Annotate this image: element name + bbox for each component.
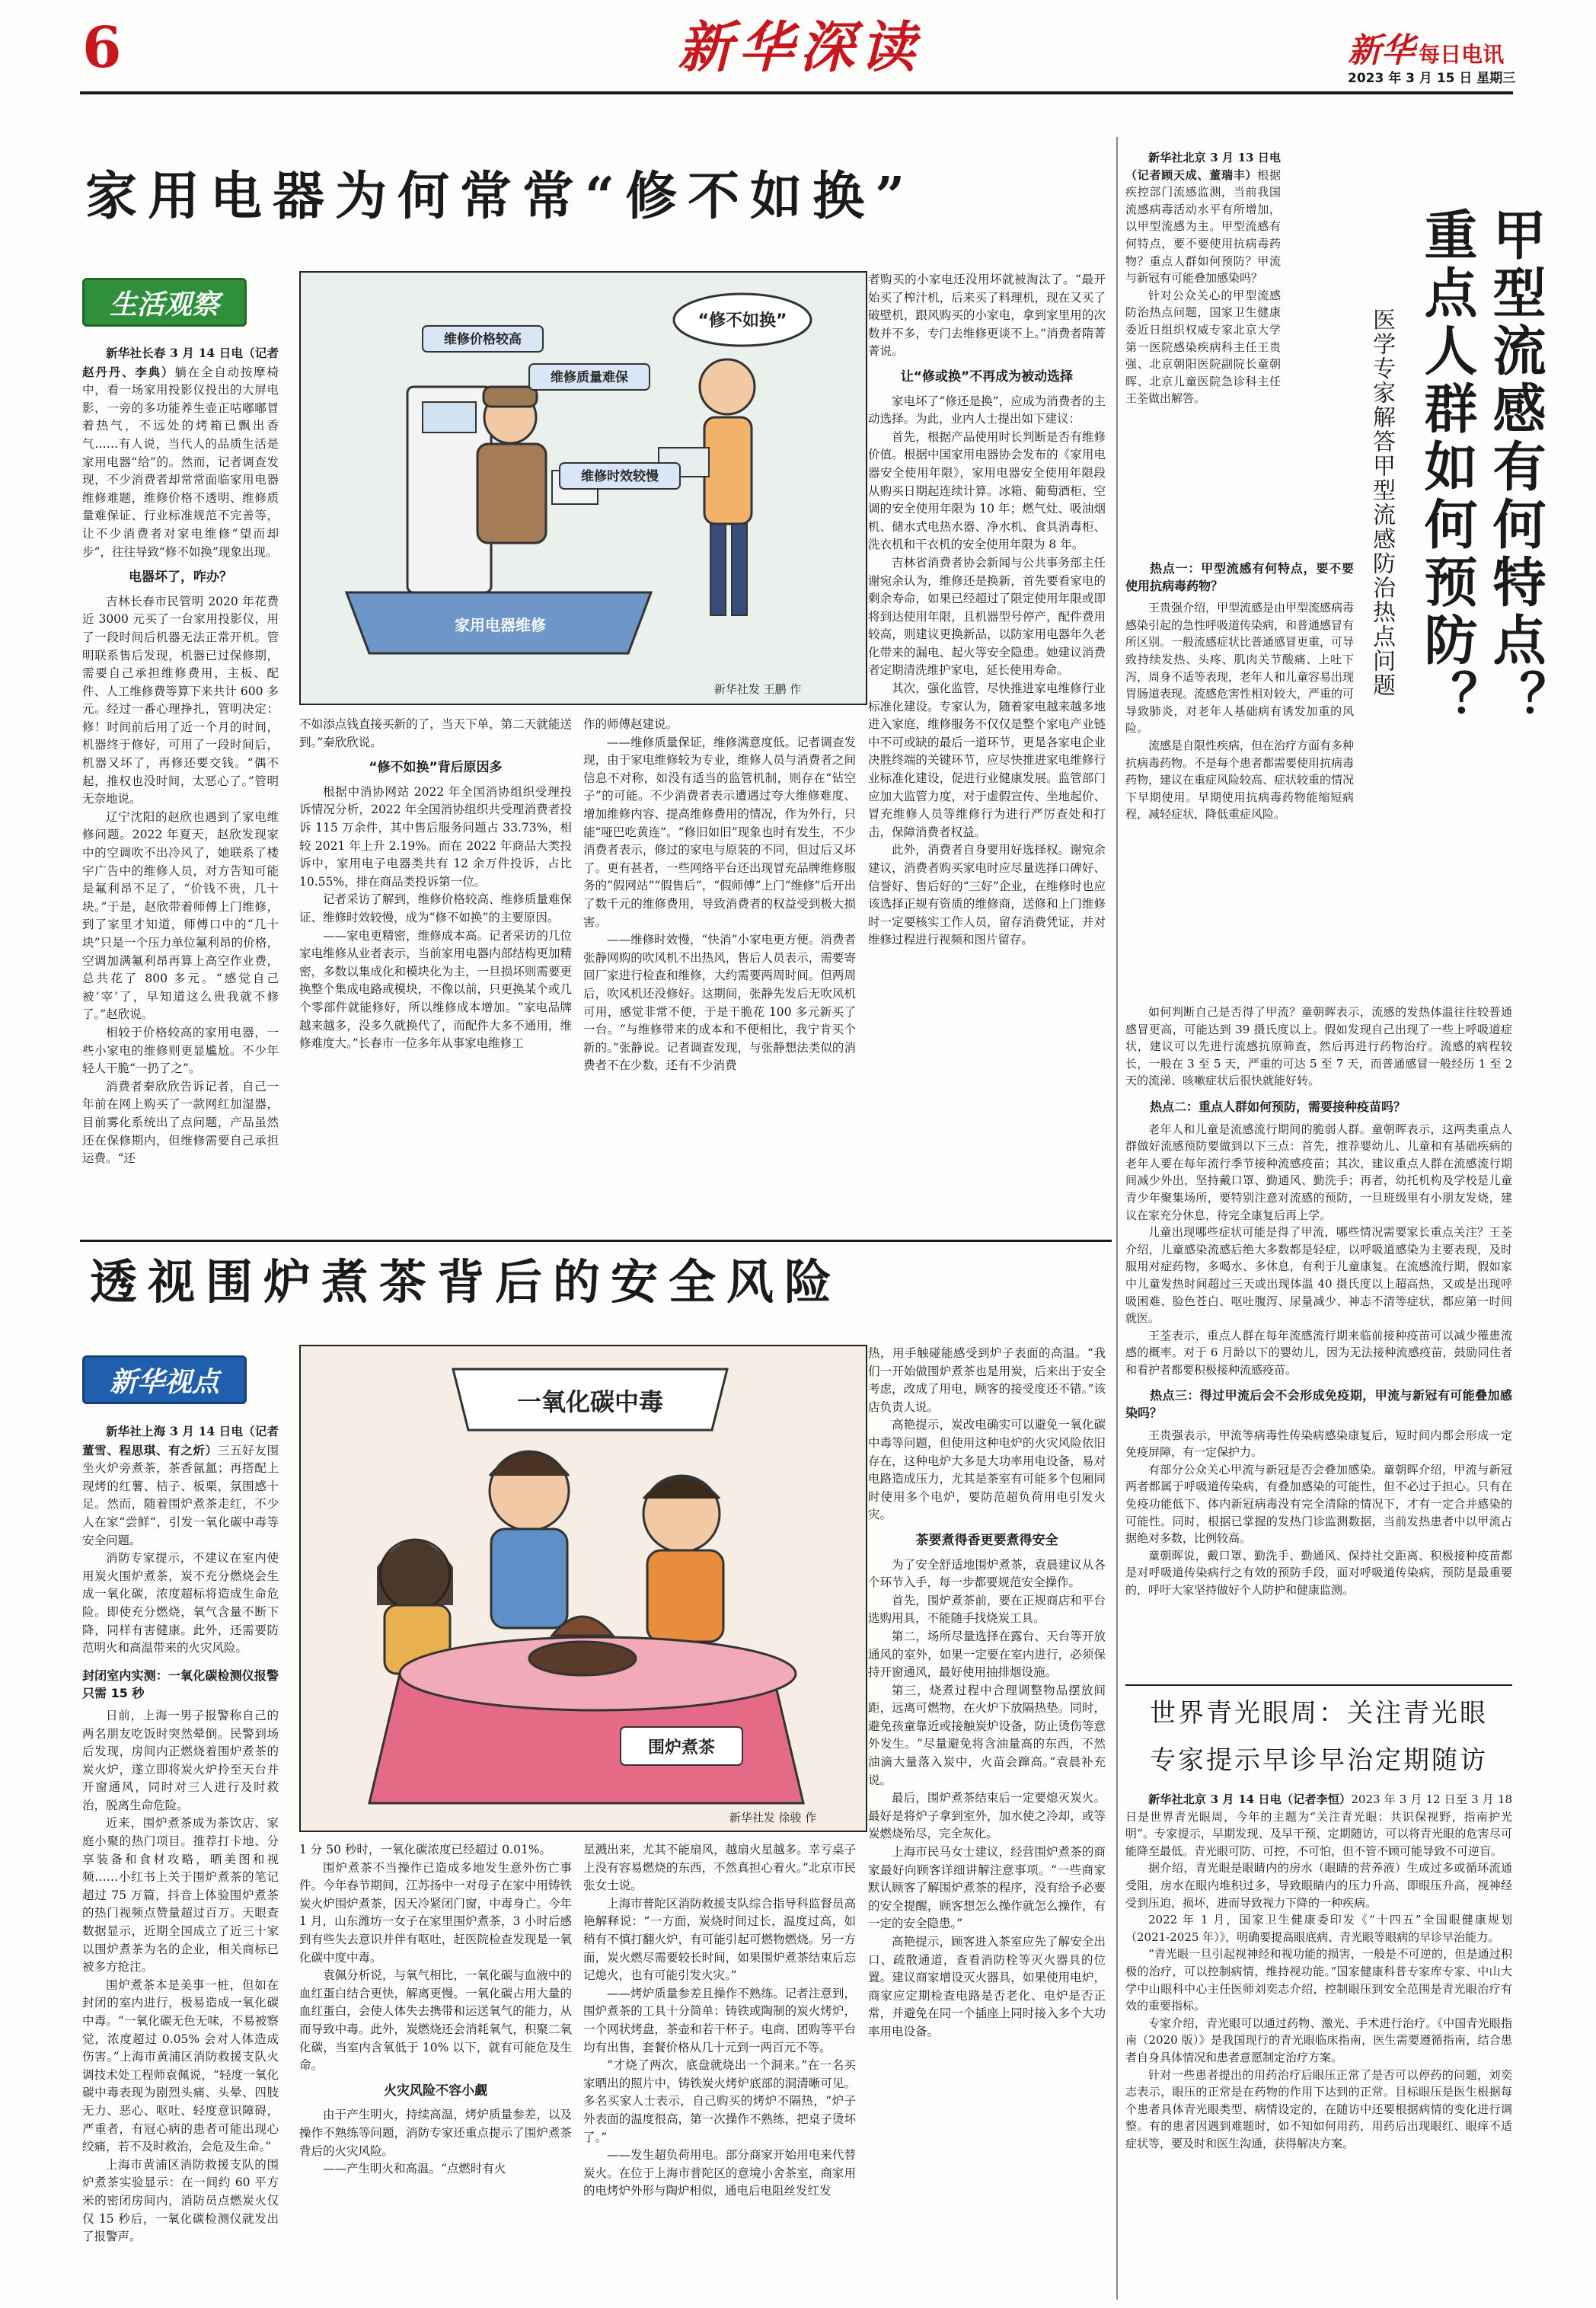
- paper-name-brand: 新华: [1348, 31, 1415, 70]
- story2-col3: [583, 1841, 856, 2298]
- co-banner-text: 一氧化碳中毒: [516, 1387, 664, 1416]
- story3-hot3-p3: 童朝晖说，戴口罩、勤洗手、勤通风、保持社交距离、积极接种疫苗都是对呼吸道传染病行之有效的预防手段，面对呼吸道传染病，预防是最重要的，呼吁大家坚持做好个人防护和健康监测。: [1125, 1548, 1512, 1597]
- story4-p3: 2022 年 1 月，国家卫生健康委印发《“十四五”全国眼健康规划（2021-2025 年）》，明确要提高眼底病、青光眼等眼病的早诊早治能力。: [1125, 1913, 1512, 1944]
- story2-col2-p5: ——产生明火和高温。“点燃时有火: [323, 2162, 506, 2176]
- story3-hot2-p3: 王荃表示，重点人群在每年流感流行期来临前接种疫苗可以减少罹患流感的概率。对于 6 月龄以下的婴幼儿，因为无法接种流感疫苗，鼓励同住者和看护者都要积极接种流感疫苗。: [1125, 1328, 1512, 1377]
- story3-hot2-p2: 儿童出现哪些症状可能是得了甲流，哪些情况需要家长重点关注？王荃介绍，儿童感染流感后绝大多数都是轻症，以呼吸道感染为主要表现，及时服用对症药物，多喝水、多休息，有利于儿童康复。在流感流行期，假如家中儿童发热时间超过三天或出现体温 40 摄氏度以上超高热，又或是出现呼吸困难、脸色苍白、呕吐腹泻、尿量减少、神志不清等症状，都应第一时间就医。: [1125, 1225, 1512, 1326]
- story2-subhead1: 封闭室内实测：一氧化碳检测仪报警只需 15 秒: [82, 1668, 279, 1701]
- story3-hot3-p1: 王贵强表示，甲流等病毒性传染病感染康复后，短时间内都会形成一定免疫屏障，有一定保护力。: [1125, 1428, 1512, 1460]
- tea-cloth-text: 围炉煮茶: [647, 1738, 716, 1757]
- story4-divider: [1125, 1684, 1512, 1686]
- story1-col3-p2: ——维修时效慢，“快消”小家电更方便。消费者张静网购的吹风机不出热风，售后人员表示，需要寄回厂家进行检查和维修，大约需要两周时间。但两周后，吹风机还没修好。这期间，张静先发后无吹风机可用，感觉非常不便，于是干脆花 100 多元新买了一台。“与维修带来的成本和不便相比，我宁肯买个新的。”张静说。记者调查发现，与张静想法类似的消费者不在少数，还有不少消费: [583, 933, 856, 1073]
- story3-headline-line1: 甲型流感有何特点？: [1484, 207, 1547, 728]
- story3-hot1-p1: 王贵强介绍，甲型流感是由甲型流感病毒感染引起的急性呼吸道传染病，和普通感冒有所区别。一般流感症状比普通感冒更重，可导致持续发热、头疼、肌肉关节酸痛、上吐下泻，周身不适等表现，老年人和儿童容易出现胃肠道表现。流感危害性相对较大，严重的可导致肺炎，对老年人基础病有诱发加重的风险。: [1125, 601, 1354, 736]
- story1-col2: [299, 716, 572, 1234]
- story4-dateline: 新华社北京 3 月 14 日电（记者李恒）: [1148, 1792, 1352, 1806]
- story3-hot1-p2: 流感是自限性疾病，但在治疗方面有多种抗病毒药物。不是每个患者都需要使用抗病毒药物，建议在重症风险较高、症状较重的情况下早期使用。早期使用抗病毒药物能缩短病程，减轻症状，降低重症风险。: [1125, 738, 1354, 822]
- story2-col2: [299, 1841, 572, 2298]
- story1-col4-cont: 者购买的小家电还没用坏就被淘汰了。“最开始买了榨汁机，后来买了料理机，现在又买了破壁机，跟风购买的小家电，拿到家里用的次数并不多，专门去维修更谈不上。”消费者隋菁菁说。: [868, 273, 1106, 359]
- story2-col4-p1: 高艳提示，炭改电确实可以避免一氧化碳中毒等问题，但使用这种电炉的火灾风险依旧存在，这种电炉大多是大功率用电设备，易对电路造成压力，尤其是茶室有可能多个包厢同时使用多个电炉，要防范超负荷用电引发火灾。: [868, 1418, 1106, 1522]
- story2-col4-p2: 为了安全舒适地围炉煮茶，袁晨建议从各个环节入手，每一步都要规范安全操作。: [868, 1557, 1106, 1590]
- story2-col2-p4: 由于产生明火，持续高温，烤炉质量参差，以及操作不熟练等问题，消防专家还重点提示了围炉煮茶背后的火灾风险。: [299, 2108, 572, 2158]
- story3-top-p1: 针对公众关心的甲型流感防治热点问题，国家卫生健康委近日组织权威专家北京大学第一医院感染疾病科主任王贵强、北京朝阳医院副院长童朝晖、北京儿童医院急诊科主任王荃做出解答。: [1125, 288, 1281, 406]
- story1-col4: [868, 271, 1106, 1234]
- story1-col1-p4: 消费者秦欣欣告诉记者，自己一年前在网上购买了一款网红加湿器，目前雾化系统出了点问题，产品虽然还在保修期内，但维修需要自己承担运费。“还: [82, 1079, 279, 1166]
- story1-col3-p1: ——维修质量保证，维修满意度低。记者调查发现，由于家电维修较为专业，维修人员与消费者之间信息不对称，如没有适当的监管机制，则存在“钻空子”的可能。不少消费者表示遭遇过夸大维修难度、增加维修内容、提高维修费用的情况，作为外行，只能“哑巴吃黄连”。“修旧如旧”现象也时有发生，不少消费者表示，修过的家电与原装的不同，但过后又坏了。更有甚者，一些网络平台还出现冒充品牌维修服务的“假网站”“假售后”，“假师傅”上门“维修”后开出了数千元的维修费用，导致消费者的权益受到极大损害。: [583, 735, 856, 929]
- story1-col3: [583, 716, 856, 1234]
- tag-price: [423, 326, 543, 352]
- story3-hot1-title: 热点一：甲型流感有何特点，要不要使用抗病毒药物？: [1125, 561, 1354, 593]
- story2-col3-p3: ——烤炉质量参差且操作不熟练。记者注意到，围炉煮茶的工具十分简单：铸铁或陶制的炭火烤炉，一个网状烤盘，茶壶和若干杯子。电商、团购等平台均有出售，套餐价格从几十元到一两百元不等。: [583, 1986, 856, 2054]
- story4-headline: 世界青光眼周：关注青光眼: [1150, 1698, 1488, 1729]
- masthead: [0, 0, 1596, 84]
- story2-badge: [82, 1355, 247, 1404]
- paper-name-rest: 每日电讯: [1419, 42, 1505, 67]
- story2-col4-p5: 第三，烧煮过程中合理调整物品摆放间距，远离可燃物，在火炉下放隔热垫。同时，避免孩童靠近或接触炭炉设备，防止烫伤等意外发生。“尽量避免将含油量高的东西，不然油滴大量落入炭中，火苗会蹿高。”袁晨补充说。: [868, 1683, 1106, 1787]
- story2-subhead2: 火灾风险不容小觑: [384, 2083, 487, 2099]
- story2-col1-p1: 消防专家提示，不建议在室内使用炭火围炉煮茶，炭不充分燃烧会生成一氧化碳，浓度超标将造成生命危险。即使充分燃烧，氧气含量不断下降，同样有害健康。此外，还需要防范明火和高温带来的火灾风险。: [82, 1551, 279, 1655]
- story2-col4-p3: 首先，围炉煮茶前，要在正规商店和平台选购用具，不能随手找烧炭工具。: [868, 1593, 1106, 1626]
- story2-col1-p4: 围炉煮茶本是美事一桩，但如在封闭的室内进行，极易造成一氧化碳中毒。“一氧化碳无色无味，不易被察觉，浓度超过 0.05% 会对人体造成伤害。”上海市黄浦区消防救援支队火调技术处工程师袁佩说，“轻度一氧化碳中毒表现为剧烈头痛、头晕、四肢无力、恶心、呕吐、轻度意识障碍，严重者，有冠心病的患者可能出现心绞痛，若不及时救治，会危及生命。”: [82, 1978, 279, 2154]
- story2-col1: [82, 1422, 279, 2298]
- story3-subtitle: 医学专家解答甲型流感防治热点问题: [1368, 308, 1395, 698]
- story2-col2-p1: 1 分 50 秒时，一氧化碳浓度已经超过 0.01%。: [299, 1843, 552, 1856]
- story1-col4-p1: 家电坏了“修还是换”，应成为消费者的主动选择。为此，业内人士提出如下建议：: [868, 394, 1106, 426]
- story3-top-col: [1125, 149, 1281, 545]
- story1-subhead3: 让“修或换”不再成为被动选择: [900, 369, 1074, 385]
- tag-speed-text: 维修时效较慢: [581, 469, 659, 484]
- story4-p2: 据介绍，青光眼是眼睛内的房水（眼睛的营养液）生成过多或循环流通受阻，房水在眼内堆积过多，导致眼睛内的压力升高，即眼压升高，视神经受到压迫，损坏，进而导致视力下降的一种疾病。: [1125, 1861, 1512, 1910]
- story2-col4-p4: 第二，场所尽量选择在露台、天台等开放通风的室外，如果一定要在室内进行，必须保持开窗通风，最好使用抽排烟设施。: [868, 1629, 1106, 1680]
- story2-headline: 透视围炉煮茶背后的安全风险: [90, 1254, 843, 1310]
- story2-dateline: 新华社上海 3 月 14 日电（记者董雪、程思琪、有之炘）: [82, 1424, 279, 1457]
- story1-illustration-credit: 新华社发 王鹏 作: [713, 682, 802, 696]
- tag-price-text: 维修价格较高: [444, 332, 522, 347]
- story3-hot3-title: 热点三：得过甲流后会不会形成免疫期，甲流与新冠有可能叠加感染吗？: [1125, 1388, 1512, 1421]
- story2-col4: [868, 1345, 1106, 2298]
- story4-p4: “青光眼一旦引起视神经和视功能的损害，一般是不可逆的，但是通过积极的治疗，可以控制病情，维持视功能。”国家健康科普专家库专家、中山大学中山眼科中心主任医师刘奕志介绍，控制眼压到安全范围是青光眼治疗有效的重要指标。: [1125, 1947, 1512, 2013]
- repair-scene-image: [301, 273, 867, 705]
- story1-col2-p1: 根据中消协网站 2022 年全国消协组织受理投诉情况分析，2022 年全国消协组织共受理消费者投诉 115 万余件，其中售后服务问题占 33.73%，相较 2021 年上升 2.19%。而在 2022 年商品大类投诉中，家用电子电器类共有 12 余万件投诉，占比 10.55%，排在商品类投诉第一位。: [299, 784, 572, 889]
- story3-headline-line2: 重点人群如何预防？: [1416, 207, 1479, 728]
- story1-col1-p1: 吉林长春市民管明 2020 年花费近 3000 元买了一台家用投影仪，用了一段时间后机器无法正常开机。管明联系售后发现，机器已过保修期，需要自己承担维修费用，主板、配件、人工维修费等算下来共计 600 多元。经过一番心理挣扎，管明决定：修！时间前后用了近一个月的时间，机器终于修好，可用了一段时间后，机器又坏了，再修还要交钱。“偶不起，推权也没时间，太恶心了。”管明无奈地说。: [82, 594, 279, 806]
- story2-col4-p6: 最后，围炉煮茶结束后一定要熄灭炭火。最好是将炉子拿到室外，加水使之冷却，或等炭燃烧殆尽，完全灰化。: [868, 1791, 1106, 1841]
- story2-col4-p7: 上海市民马女士建议，经营围炉煮茶的商家最好向顾客详细讲解注意事项。“一些商家默认顾客了解围炉煮茶的程序，没有给予必要的安全提醒，顾客想怎么操作就怎么操作，有一定的安全隐患。”: [868, 1845, 1106, 1931]
- story1-col1-p3: 相较于价格较高的家用电器，一些小家电的维修则更显尴尬。不少年轻人干脆“一扔了之”。: [82, 1025, 279, 1076]
- story1-badge-label: 生活观察: [109, 289, 219, 321]
- story3-wide: [1125, 1004, 1512, 1774]
- story1-headline: 家用电器为何常常“修不如换”: [85, 166, 916, 227]
- story2-col4-cont: 热，用手触碰能感受到炉子表面的高温。“我们一开始做围炉煮茶也是用炭，后来出于安全考虑，改成了用电，顾客的接受度还不错。”该店负责人说。: [868, 1346, 1106, 1414]
- story2-col1-p5: 上海市黄浦区消防救援支队的围炉煮茶实验显示：在一间约 60 平方米的密闭房间内，消防员点燃炭火仅仅 15 秒后，一氧化碳检测仪就发出了报警声。: [82, 2157, 279, 2244]
- story3-hot3-p2: 有部分公众关心甲流与新冠是否会叠加感染。童朝晖介绍，甲流与新冠两者都属于呼吸道传染病，有叠加感染的可能性，但不必过于担心。只有在免疫功能低下、体内新冠病毒没有完全清除的情况下，才有一定合并感染的可能性。同时，根据已掌握的发热门诊监测数据，当前发热患者中以甲流占据绝对多数，比例较高。: [1125, 1462, 1512, 1546]
- story2-col3-p1: 星溅出来，尤其不能扇风，越扇火星越多。幸亏桌子上没有容易燃烧的东西，不然真担心着火。”北京市民张女士说。: [583, 1843, 856, 1893]
- story2-illustration-credit: 新华社发 徐骏 作: [729, 1811, 817, 1824]
- issue-date: 2023 年 3 月 15 日 星期三: [1348, 71, 1516, 86]
- story1-col4-p3: 吉林省消费者协会新闻与公共事务部主任谢宛余认为，维修还是换新，首先要看家电的剩余寿命，如果已经超过了限定使用年限或即将到达使用年限，且机器型号停产，配件费用较高，则建议更换新品，以防家用电器年久老化带来的漏电、起火等安全隐患。她建议消费者定期清洗维护家电，延长使用寿命。: [868, 555, 1106, 678]
- story4-p5: 专家介绍，青光眼可以通过药物、激光、手术进行治疗。《中国青光眼指南（2020 版）》是我国现行的青光眼临床指南，医生需要遵循指南，结合患者自身具体情况和患者意愿制定治疗方案。: [1125, 2016, 1512, 2064]
- story4-body: [1125, 1791, 1512, 2300]
- story1-illustration: [299, 271, 867, 705]
- story3-hot2-title: 热点二：重点人群如何预防，需要接种疫苗吗？: [1150, 1099, 1406, 1114]
- story4-p6: 针对一些患者提出的用药治疗后眼压正常了是否可以停药的问题，刘奕志表示，眼压的正常是在药物的作用下达到的正常。目标眼压是医生根据每个患者具体青光眼类型、病情设定的，在随访中还要根据病情的变化进行调整。有的患者因遇到难题时，如不知如何用药，用药后出现眼红、眼痒不适症状等，要及时和医生沟通，获得解决方案。: [1125, 2067, 1512, 2150]
- tag-quality-text: 维修质量难保: [551, 370, 628, 385]
- story3-hot2-p1: 老年人和儿童是流感流行期间的脆弱人群。童朝晖表示，这两类重点人群做好流感预防要做到以下三点：首先，推荐婴幼儿、儿童和有基础疾病的老年人要在每年流行季节接种流感疫苗；其次，建议重点人群在流感流行期间减少外出，坚持戴口罩、勤通风、勤洗手；再者，幼托机构及学校是儿童青少年聚集场所，要特别注意对流感的预防，一旦班级里有小朋友发烧，建议在家充分休息，待完全康复后再上学。: [1125, 1122, 1512, 1222]
- story3-lead: 根据疾控部门流感监测，当前我国流感病毒活动水平有所增加，以甲型流感为主。甲型流感有何特点，要不要使用抗病毒药物？重点人群如何预防？甲流与新冠有可能叠加感染吗？: [1125, 168, 1281, 286]
- story3-hot1: [1125, 551, 1354, 1001]
- tea-scene-image: [301, 1346, 867, 1832]
- story1-col3-cont: 作的师傅赵建说。: [583, 717, 678, 731]
- story1-col1: [82, 344, 279, 1234]
- story1-col4-p5: 此外，消费者自身要用好选择权。谢宛余建议，消费者购买家电时应尽量选择口碑好、信誉好、售后好的“三好”企业，在维修时也应该选择正规有资质的维修商，送修和上门维修时一定要核实工作人员，留存消费凭证，并对维修过程进行视频和图片留存。: [868, 843, 1106, 947]
- story2-col3-p5: ——发生超负荷用电。部分商家开始用电来代替炭火。在位于上海市普陀区的意境小舍茶室，商家用的电烤炉外形与陶炉相似，通电后电阻丝发红发: [583, 2148, 856, 2198]
- story2-subhead3: 茶要煮得香更要煮得安全: [915, 1532, 1058, 1548]
- story2-col1-p2: 日前，上海一男子报警称自己的两名朋友吃饭时突然晕倒。民警到场后发现，房间内正燃烧着围炉煮茶的炭火炉，遂立即将炭火炉拎至天台并开窗通风，同时对三人进行及时救治，脱离生命危险。: [82, 1708, 279, 1812]
- tag-quality: [529, 364, 650, 390]
- tag-speed: [560, 463, 680, 489]
- speech-bubble-text: “修不如换”: [697, 311, 787, 330]
- story2-col4-p8: 高艳提示，顾客进入茶室应先了解安全出口、疏散通道，查看消防栓等灭火器具的位置。建议商家增设灭火器具，如果使用电炉，商家应定期检查电路是否老化、电炉是否正常，并避免在同一个插座上同时接入多个大功率用电设备。: [868, 1935, 1106, 2038]
- column-divider: [1116, 137, 1118, 2300]
- masthead-rule: [80, 91, 1513, 94]
- story3-hot1-wide: 如何判断自己是否得了甲流？童朝晖表示，流感的发热体温往往较普通感冒更高，可能达到 39 摄氏度以上。假如发现自己出现了一些上呼吸道症状，建议可以先进行流感抗原筛查，然后再进行药物治疗。流感的病程较长，一般在 3 至 5 天，严重的可达 5 至 7 天，而普通感冒一般经历 1 至 2 天的流涕、咳嗽症状后很快就能好转。: [1125, 1005, 1512, 1088]
- paper-name: [1348, 23, 1504, 72]
- story2-col2-p2: 围炉煮茶不当操作已造成多地发生意外伤亡事件。今年春节期间，江苏扬中一对母子在家中用铸铁炭火炉围炉煮茶，因天冷紧闭门窗，中毒身亡。今年 1 月，山东潍坊一女子在家里围炉煮茶，3 小时后感到有些失去意识并伴有呕吐，赶医院检查发现是一氧化碳中度中毒。: [299, 1860, 572, 1965]
- story2-col3-p2: 上海市普陀区消防救援支队综合指导科监督员高艳解释说：“一方面，炭烧时间过长，温度过高，如稍有不慎打翻火炉，有可能引起可燃物燃烧。另一方面，炭火燃尽需要较长时间，如果围炉煮茶结束后忘记熄火，也有可能引发火灾。”: [583, 1896, 856, 1983]
- story2-illustration: [299, 1345, 867, 1832]
- story2-lead: 三五好友围坐火炉旁煮茶，茶香氤氲；再搭配上现烤的红薯、桔子、板栗，氛围感十足。然而，随着围炉煮茶走红，不少人在家“尝鲜”，引发一氧化碳中毒等安全问题。: [82, 1443, 279, 1547]
- story1-dateline: 新华社长春 3 月 14 日电（记者赵丹丹、李典）: [82, 346, 279, 379]
- story2-col3-p4: “才烧了两次，底盘就烧出一个洞来。”在一名买家晒出的照片中，铸铁炭火烤炉底部的洞清晰可见。多名买家人士表示，自己购买的烤炉不隔热，“炉子外表面的温度很高，第一次操作不熟练，把桌子烫坏了。”: [583, 2058, 856, 2144]
- section-title: 新华深读: [677, 14, 921, 79]
- story4-subheadline: 专家提示早诊早治定期随访: [1150, 1745, 1488, 1776]
- story1-subhead2: “修不如换”背后原因多: [369, 760, 503, 776]
- repair-sign-text: 家用电器维修: [455, 616, 546, 634]
- story4-p1: 2023 年 3 月 12 日至 3 月 18 日是世界青光眼周，今年的主题为“关注青光眼：共识保视野，指南护光明”。专家提示，早期发现、及早干预、定期随访，可以将青光眼的危害尽可能降至最低。青光眼可防、可控，不可怕，但不管不顾可能导致不可逆盲。: [1125, 1792, 1512, 1858]
- story1-subhead1: 电器坏了，咋办？: [129, 570, 232, 586]
- story2-col1-p3: 近来，围炉煮茶成为茶饮店、家庭小聚的热门项目。推荐打卡地、分享装备和食材攻略，晒美图和视频……小红书上关于围炉煮茶的笔记超过 75 万篇，抖音上体验围炉煮茶的热门视频点赞量超过百万。天眼查数据显示，近期全国成立了近三十家以围炉煮茶为名的企业，相关商标已被多方抢注。: [82, 1816, 279, 1974]
- story1-col4-p2: 首先，根据产品使用时长判断是否有维修价值。根据中国家用电器协会发布的《家用电器安全使用年限》，家用电器安全使用年限段从购买日期起连续计算。冰箱、葡萄酒柜、空调的安全使用年限为 10 年；燃气灶、吸油烟机、储水式电热水器、净水机、食具消毒柜、洗衣机和干衣机的安全使用年限为 8 年。: [868, 429, 1106, 552]
- story2-col2-p3: 袁佩分析说，与氧气相比，一氧化碳与血液中的血红蛋白结合更快，解离更慢。一氧化碳占用大量的血红蛋白，会使人体失去携带和运送氧气的能力，从而导致中毒。此外，炭燃烧还会消耗氧气，积聚二氧化碳，当室内含氧低于 10% 以下，就有可能危及生命。: [299, 1968, 572, 2073]
- speech-bubble: [674, 294, 811, 346]
- story1-col2-cont: 不如添点钱直接买新的了，当天下单，第二天就能送到。”秦欣欣说。: [299, 717, 572, 749]
- story3-dateline: 新华社北京 3 月 13 日电（记者顾天成、董瑞丰）: [1125, 151, 1281, 182]
- story1-lead: 躺在全自动按摩椅中，看一场家用投影仪投出的大屏电影，一旁的多功能养生壶正咕嘟嘟冒着热气，不远处的烤箱已飘出香气……有人说，当代人的品质生活是家用电器“给”的。然而，记者调查发现，不少消费者却常常面临家用电器维修难题，维修价格不透明、维修质量难保证、行业标准规范不完善等，让不少消费者对家电维修“望而却步”，往往导致“修不如换”现象出现。: [82, 365, 279, 559]
- page-number: 6: [82, 15, 122, 81]
- story1-col2-p3: ——家电更精密，维修成本高。记者采访的几位家电维修从业者表示，当前家用电器内部结构更加精密，多数以集成化和模块化为主，一旦损坏则需要更换整个集成电路或模块，不像以前，只更换某个或几个零部件就能修好，所以维修成本增加。“家电品牌越来越多，没多久就换代了，而配件大多不通用，维修难度大。”长春市一位多年从事家电维修工: [299, 928, 572, 1051]
- story1-col1-p2: 辽宁沈阳的赵欣也遇到了家电维修问题。2022 年夏天，赵欣发现家中的空调吹不出冷风了，她联系了楼宇广告中的维修人员，对方告知可能是氟利昂不足了，“价钱不贵，几十块。”于是，赵欣带着师傅上门维修，到了家里才知道，师傅口中的“几十块”只是一个压力单位氟利昂的价格，空调加满氟利昂再算上高空作业费，总共花了 800 多元。“感觉自己被‘宰’了，早知道这么贵我就不修了。”赵欣说。: [82, 809, 279, 1022]
- story-divider: [80, 1240, 1112, 1242]
- story2-badge-label: 新华视点: [109, 1366, 219, 1398]
- story1-col2-p2: 记者采访了解到，维修价格较高、维修质量难保证、维修时效较慢，成为“修不如换”的主要原因。: [299, 892, 572, 924]
- story1-badge: [82, 278, 247, 327]
- story1-col4-p4: 其次，强化监管，尽快推进家电维修行业标准化建设。专家认为，随着家电越来越多地进入家庭，维修服务不仅仅是整个家电产业链中不可或缺的最后一道环节，更是各家电企业决胜终端的关键环节，应尽快推进家电维修行业标准化建设，促进行业健康发展。监管部门应加大监管力度，对于虚假宣传、坐地起价、冒充维修人员等维修行为进行严厉查处和打击，保障消费者权益。: [868, 682, 1106, 839]
